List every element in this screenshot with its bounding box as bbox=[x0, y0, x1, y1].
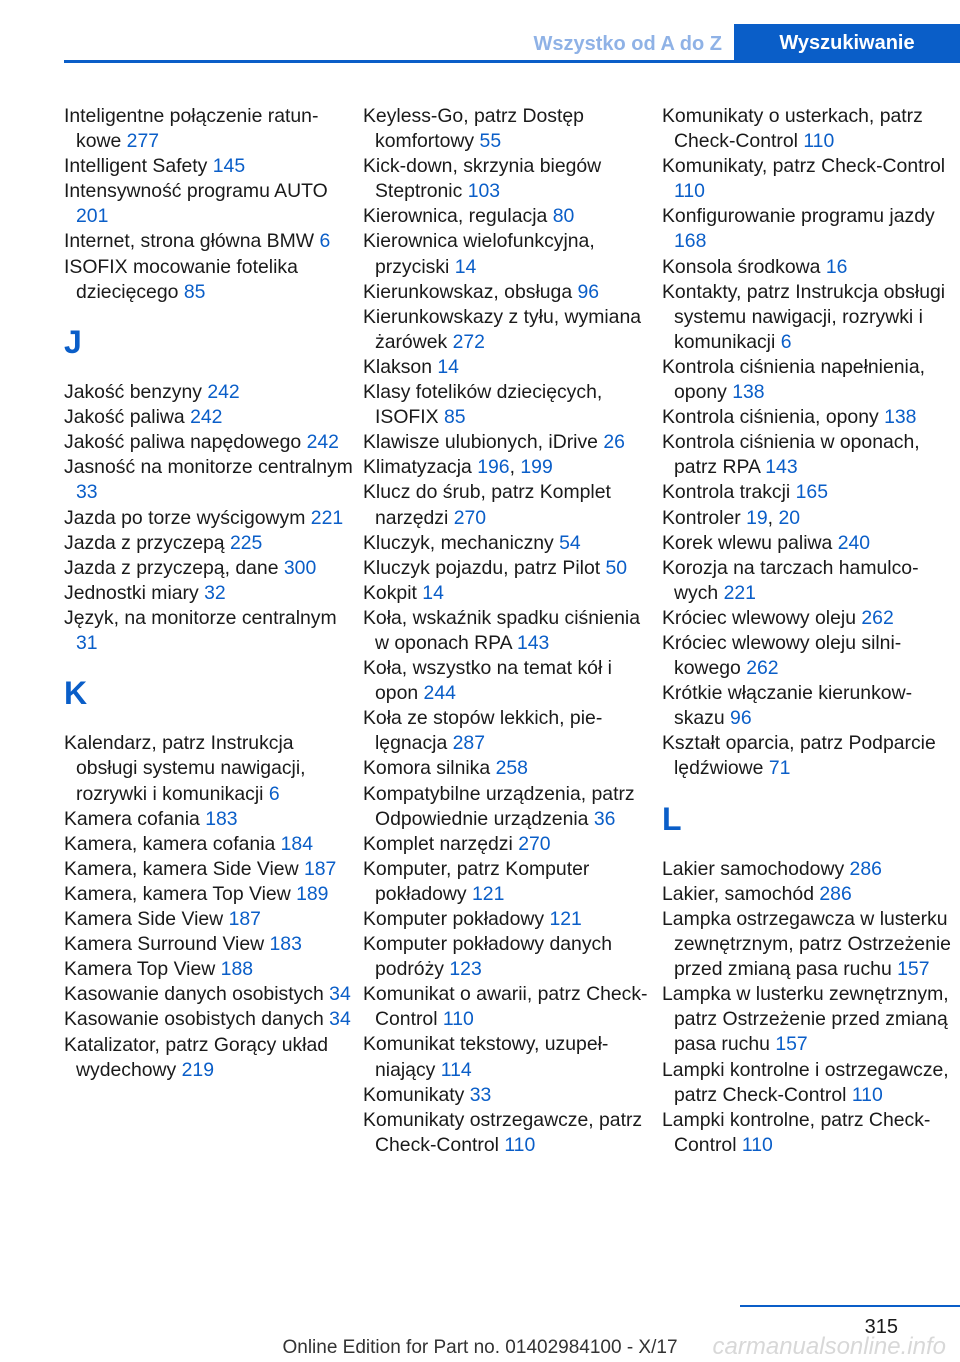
index-entry bbox=[64, 606, 354, 656]
index-entry bbox=[363, 606, 653, 656]
page-reference-link[interactable]: 20 bbox=[778, 506, 801, 529]
index-entry-text: Lampka w lusterku zewnętrznym, patrz Ostrzeżenie przed zmianą pasa ruchu bbox=[662, 983, 949, 1056]
index-entry-text: Kierunkowskaz, obsługa bbox=[363, 280, 573, 303]
page-reference-link[interactable]: 157 bbox=[775, 1033, 808, 1056]
page-reference-link[interactable]: 262 bbox=[861, 606, 894, 629]
index-entry-text: Kamera, kamera cofania bbox=[64, 832, 276, 855]
index-entry bbox=[64, 882, 354, 907]
index-entry-text: Kamera Top View bbox=[64, 958, 216, 981]
index-entry bbox=[363, 1108, 653, 1158]
page-reference-link[interactable]: 34 bbox=[329, 1008, 351, 1031]
index-entry bbox=[64, 229, 354, 254]
index-entry-text: Kick-down, skrzynia biegów Steptronic bbox=[363, 155, 602, 203]
index-entry bbox=[363, 430, 653, 455]
index-entry-text: Kontrola ciśnienia, opony bbox=[662, 406, 879, 429]
index-entry-text: Jednostki miary bbox=[64, 581, 199, 604]
page-reference-link[interactable]: 110 bbox=[674, 180, 705, 203]
index-entry bbox=[662, 1058, 952, 1108]
page-reference-link[interactable]: 262 bbox=[746, 657, 779, 680]
index-entry-text: Kamera cofania bbox=[64, 807, 200, 830]
index-entry-text: Katalizator, patrz Gorący układ wydechowy bbox=[64, 1033, 329, 1081]
index-entry bbox=[662, 882, 952, 907]
index-entry bbox=[363, 280, 653, 305]
index-entry-text: Kamera, kamera Top View bbox=[64, 882, 291, 905]
page-reference-link[interactable]: 16 bbox=[825, 255, 848, 278]
page-reference-link[interactable]: 240 bbox=[837, 531, 871, 554]
index-entry-text: Koła, wskaźnik spadku ciśnienia w oponach RPA bbox=[363, 606, 640, 654]
index-entry-text: Komunikaty o usterkach, patrz Check-Control bbox=[662, 105, 923, 153]
index-entry bbox=[64, 832, 354, 857]
index-column-1 bbox=[64, 104, 354, 1083]
page-reference-link[interactable]: 286 bbox=[819, 882, 852, 905]
page-reference-link[interactable]: 110 bbox=[741, 1133, 773, 1156]
watermark: carmanualsonline.info bbox=[712, 1333, 946, 1360]
index-entry bbox=[363, 782, 653, 832]
index-entry bbox=[64, 907, 354, 932]
page-reference-link[interactable]: 219 bbox=[181, 1058, 214, 1081]
index-entry bbox=[64, 957, 354, 982]
index-entry bbox=[662, 556, 952, 606]
index-entry-text: Kierownica wielofunkcyjna, przyciski bbox=[363, 230, 595, 278]
index-entry-text: Komunikat o awarii, patrz Check-Control bbox=[363, 983, 648, 1031]
index-entry-text: Jazda po torze wyścigowym bbox=[64, 506, 306, 529]
index-entry bbox=[64, 932, 354, 957]
page-reference-link[interactable]: 199 bbox=[520, 456, 553, 479]
page-reference-link[interactable]: 221 bbox=[310, 506, 344, 529]
page-reference-link[interactable]: 19 bbox=[746, 506, 768, 529]
index-entry bbox=[363, 305, 653, 355]
index-entry bbox=[662, 982, 952, 1057]
index-entry-text: Korek wlewu paliwa bbox=[662, 531, 833, 554]
index-entry-text: Komunikat tekstowy, uzupełniający bbox=[363, 1033, 609, 1081]
index-entry-text: Koła, wszystko na temat kół i opon bbox=[363, 657, 612, 705]
footer-rule bbox=[740, 1305, 960, 1307]
page-reference-link[interactable]: 96 bbox=[730, 707, 752, 730]
page-reference-link[interactable]: 14 bbox=[437, 355, 459, 378]
index-entry bbox=[64, 982, 354, 1007]
index-column-3 bbox=[662, 104, 952, 1158]
index-entry bbox=[64, 104, 354, 154]
page-reference-link[interactable]: 6 bbox=[780, 330, 792, 353]
index-entry-text: Kierunkowskazy z tyłu, wymiana żarówek bbox=[363, 305, 642, 353]
index-entry-text: Kierownica, regulacja bbox=[363, 205, 548, 228]
page-reference-link[interactable]: 242 bbox=[306, 431, 339, 454]
index-letter-heading: J bbox=[64, 323, 82, 360]
index-entry-text: Króciec wlewowy oleju silnikowego bbox=[662, 631, 902, 680]
index-entry bbox=[662, 355, 952, 405]
index-entry-text: Konsola środkowa bbox=[662, 255, 821, 278]
page-reference-link[interactable]: 32 bbox=[204, 581, 226, 604]
index-entry-text: Lampka ostrzegawcza w lusterku zewnętrznym, patrz Ostrzeżenie przed zmianą pasa ruchu bbox=[662, 908, 951, 981]
index-entry-text: Kontrola trakcji bbox=[662, 481, 791, 504]
index-entry bbox=[64, 506, 354, 531]
page-reference-link[interactable]: 143 bbox=[765, 456, 798, 479]
index-entry bbox=[64, 405, 354, 430]
index-entry bbox=[662, 255, 952, 280]
index-entry bbox=[64, 380, 354, 405]
index-entry bbox=[662, 731, 952, 781]
index-entry: Klimatyzacja 196, 199 bbox=[363, 456, 553, 479]
page-reference-link[interactable]: 201 bbox=[76, 205, 109, 228]
page-reference-link[interactable]: 114 bbox=[440, 1058, 472, 1081]
page-reference-link[interactable]: 110 bbox=[442, 1008, 474, 1031]
index-entry bbox=[64, 857, 354, 882]
page-reference-link[interactable]: 31 bbox=[76, 631, 98, 654]
index-entry bbox=[64, 179, 354, 229]
index-entry bbox=[363, 857, 653, 907]
page-reference-link[interactable]: 34 bbox=[329, 983, 351, 1006]
page-reference-link[interactable]: 242 bbox=[190, 406, 223, 429]
page-reference-link[interactable]: 225 bbox=[229, 531, 263, 554]
page-reference-link[interactable]: 71 bbox=[768, 757, 791, 780]
index-entry bbox=[662, 430, 952, 480]
page-reference-link[interactable]: 183 bbox=[269, 933, 302, 956]
page-reference-link[interactable]: 300 bbox=[283, 556, 317, 579]
index-entry-text: Jakość benzyny bbox=[64, 381, 202, 404]
page-reference-link[interactable]: 103 bbox=[467, 180, 501, 203]
index-entry-text: Klawisze ulubionych, iDrive bbox=[363, 431, 598, 454]
index-entry bbox=[363, 581, 653, 606]
index-entry bbox=[64, 556, 354, 581]
index-entry-text: Jazda z przyczepą bbox=[64, 531, 225, 554]
index-entry-text: Komputer, patrz Komputer pokładowy bbox=[363, 857, 590, 905]
index-entry: Kontroler 19, 20 bbox=[662, 506, 801, 529]
page-reference-link[interactable]: 85 bbox=[183, 280, 206, 303]
page-reference-link[interactable]: 270 bbox=[518, 832, 551, 855]
index-entry bbox=[662, 480, 952, 505]
index-entry-text: Koła ze stopów lekkich, pielęgnacja bbox=[363, 707, 603, 755]
index-entry bbox=[662, 531, 952, 556]
page-reference-link[interactable]: 187 bbox=[303, 857, 337, 880]
page-reference-link[interactable]: 145 bbox=[212, 155, 246, 178]
index-letter-heading: L bbox=[662, 800, 682, 837]
index-entry-text: Język, na monitorze centralnym bbox=[64, 606, 337, 629]
index-entry-text: Kamera Side View bbox=[64, 908, 224, 931]
page-reference-link[interactable]: 143 bbox=[516, 631, 550, 654]
index-entry bbox=[363, 480, 653, 530]
index-entry-text: Kokpit bbox=[363, 581, 417, 604]
index-entry bbox=[363, 204, 653, 229]
index-column-2 bbox=[363, 104, 653, 1158]
page-reference-link[interactable]: 187 bbox=[228, 908, 261, 931]
page-reference-link[interactable]: 123 bbox=[449, 958, 482, 981]
index-entry bbox=[662, 405, 952, 430]
tab-search-active[interactable]: Wyszukiwanie bbox=[734, 24, 960, 63]
page-reference-link[interactable]: 138 bbox=[884, 406, 917, 429]
index-entry bbox=[363, 380, 653, 430]
page-reference-link[interactable]: 138 bbox=[732, 381, 765, 404]
index-entry bbox=[662, 104, 952, 154]
index-entry-text: Komora silnika bbox=[363, 757, 491, 780]
index-entry bbox=[64, 807, 354, 832]
index-entry-text: Komputer pokładowy danych podróży bbox=[363, 933, 612, 981]
page-reference-link[interactable]: 270 bbox=[453, 506, 487, 529]
page-reference-link[interactable]: 50 bbox=[605, 556, 628, 579]
page-reference-link[interactable]: 242 bbox=[207, 381, 240, 404]
index-entry bbox=[363, 656, 653, 706]
index-entry bbox=[64, 430, 354, 455]
index-entry bbox=[662, 907, 952, 982]
index-entry-text: Kasowanie osobistych danych bbox=[64, 1008, 324, 1031]
index-entry-text: Kompatybilne urządzenia, patrz Odpowiednie urządzenia bbox=[363, 782, 635, 830]
index-entry bbox=[662, 681, 952, 731]
page-reference-link[interactable]: 168 bbox=[674, 230, 707, 253]
index-entry-text: Króciec wlewowy oleju bbox=[662, 606, 856, 629]
index-entry-text: Klasy fotelików dziecięcych, ISOFIX bbox=[363, 381, 603, 429]
index-entry-text: Kontakty, patrz Instrukcja obsługi systemu nawigacji, rozrywki i komunikacji bbox=[662, 280, 946, 353]
index-entry-text: Klucz do śrub, patrz Komplet narzędzi bbox=[363, 481, 611, 529]
index-entry-text: Intensywność programu AUTO bbox=[64, 180, 328, 203]
index-entry-text: Lampki kontrolne i ostrzegawcze, patrz Check-Control bbox=[662, 1058, 949, 1106]
page-reference-link[interactable]: 14 bbox=[422, 581, 444, 604]
page-reference-link[interactable]: 121 bbox=[472, 882, 505, 905]
index-entry-text: Kontrola ciśnienia napełnienia, opony bbox=[662, 355, 926, 404]
index-entry bbox=[64, 154, 354, 179]
index-letter-heading: K bbox=[64, 675, 88, 712]
page-reference-link[interactable]: 272 bbox=[452, 330, 485, 353]
index-entry-text: Kalendarz, patrz Instrukcja obsługi systemu nawigacji, rozrywki i komunikacji bbox=[64, 732, 306, 805]
index-entry bbox=[363, 1032, 653, 1082]
index-entry-text: Lampki kontrolne, patrz Check-Control bbox=[662, 1108, 931, 1156]
index-entry-text: Lakier, samochód bbox=[662, 882, 814, 905]
page-reference-link[interactable]: 55 bbox=[479, 130, 502, 153]
page-reference-link[interactable]: 26 bbox=[603, 431, 625, 454]
index-entry bbox=[363, 832, 653, 857]
index-entry-text: Komunikaty ostrzegawcze, patrz Check-Control bbox=[363, 1108, 643, 1156]
page-reference-link[interactable]: 165 bbox=[795, 481, 828, 504]
index-entry bbox=[363, 556, 653, 581]
page-reference-link[interactable]: 80 bbox=[552, 205, 575, 228]
index-entry bbox=[363, 229, 653, 279]
index-entry bbox=[64, 1033, 354, 1083]
index-entry-text: Komunikaty bbox=[363, 1083, 465, 1106]
index-entry-text: Kształt oparcia, patrz Podparcie lędźwiowe bbox=[662, 732, 936, 780]
page-reference-link[interactable]: 96 bbox=[577, 280, 600, 303]
index-entry-text: Jazda z przyczepą, dane bbox=[64, 556, 279, 579]
page-reference-link[interactable]: 6 bbox=[268, 782, 280, 805]
index-entry-text: Komputer pokładowy bbox=[363, 908, 545, 930]
index-entry bbox=[662, 857, 952, 882]
index-entry bbox=[363, 531, 653, 556]
index-entry-text: Inteligentne połączenie ratunkowe bbox=[64, 105, 319, 153]
index-entry-text: Klimatyzacja bbox=[363, 456, 472, 479]
page-reference-link[interactable]: 277 bbox=[126, 130, 160, 153]
index-entry-text: ISOFIX mocowanie fotelika dziecięcego bbox=[64, 255, 298, 303]
index-entry bbox=[363, 756, 653, 781]
index-entry-text: Jakość paliwa napędowego bbox=[64, 431, 302, 454]
index-entry bbox=[64, 1007, 354, 1032]
index-entry bbox=[662, 204, 952, 254]
index-entry-text: Komplet narzędzi bbox=[363, 832, 513, 855]
page-reference-link[interactable]: 221 bbox=[723, 581, 756, 604]
index-entry bbox=[64, 531, 354, 556]
index-entry bbox=[363, 154, 653, 204]
index-entry bbox=[363, 932, 653, 982]
index-entry bbox=[363, 907, 653, 932]
page-reference-link[interactable]: 33 bbox=[76, 481, 98, 504]
index-entry bbox=[64, 455, 354, 505]
index-entry-text: Jakość paliwa bbox=[64, 406, 185, 429]
page-reference-link[interactable]: 184 bbox=[280, 832, 313, 855]
index-entry-text: Lakier samochodowy bbox=[662, 857, 845, 880]
index-entry bbox=[662, 280, 952, 355]
index-entry-text: Kluczyk pojazdu, patrz Pilot bbox=[363, 556, 601, 579]
index-entry bbox=[64, 731, 354, 806]
page-reference-link[interactable]: 258 bbox=[495, 757, 528, 780]
page-reference-link[interactable]: 33 bbox=[469, 1083, 492, 1106]
index-entry-text: Krótkie włączanie kierunkowskazu bbox=[662, 682, 913, 730]
page-reference-link[interactable]: 110 bbox=[504, 1133, 536, 1156]
index-entry bbox=[662, 1108, 952, 1158]
index-entry bbox=[64, 581, 354, 606]
page-reference-link[interactable]: 188 bbox=[220, 958, 254, 981]
index-entry bbox=[64, 255, 354, 305]
index-entry-text: Konfigurowanie programu jazdy bbox=[662, 205, 935, 228]
page-reference-link[interactable]: 286 bbox=[849, 857, 882, 880]
page-reference-link[interactable]: 196 bbox=[477, 456, 510, 479]
index-entry bbox=[662, 606, 952, 631]
page-reference-link[interactable]: 189 bbox=[296, 882, 329, 905]
page-reference-link[interactable]: 110 bbox=[803, 130, 835, 153]
page-reference-link[interactable]: 85 bbox=[443, 406, 466, 429]
index-entry-text: Komunikaty, patrz Check-Control bbox=[662, 155, 946, 178]
page-reference-link[interactable]: 36 bbox=[593, 807, 616, 830]
page-reference-link[interactable]: 14 bbox=[454, 255, 477, 278]
page-reference-link[interactable]: 54 bbox=[559, 531, 581, 554]
index-entry-text: Kontrola ciśnienia w oponach, patrz RPA bbox=[662, 431, 920, 479]
page-number: 315 bbox=[864, 1316, 898, 1338]
index-entry-text: Keyless-Go, patrz Dostęp komfortowy bbox=[363, 105, 584, 153]
index-entry bbox=[363, 355, 653, 380]
page-reference-link[interactable]: 244 bbox=[423, 682, 456, 705]
index-entry-text: Jasność na monitorze centralnym bbox=[64, 456, 353, 479]
index-entry-text: Intelligent Safety bbox=[64, 155, 208, 178]
page-reference-link[interactable]: 157 bbox=[897, 958, 930, 981]
index-entry-text: Kluczyk, mechaniczny bbox=[363, 531, 554, 554]
index-entry-text: Internet, strona główna BMW bbox=[64, 230, 315, 253]
page-reference-link[interactable]: 110 bbox=[851, 1083, 883, 1106]
index-entry bbox=[363, 706, 653, 756]
index-entry bbox=[662, 154, 952, 204]
index-entry bbox=[363, 104, 653, 154]
index-entry-text: Klakson bbox=[363, 355, 432, 378]
index-entry bbox=[662, 631, 952, 681]
tab-section-a-z[interactable]: Wszystko od A do Z bbox=[533, 33, 722, 55]
index-entry-text: Korozja na tarczach hamulcowych bbox=[662, 556, 919, 604]
page-reference-link[interactable]: 183 bbox=[205, 807, 238, 830]
index-entry-text: Kamera Surround View bbox=[64, 933, 265, 956]
page-reference-link[interactable]: 287 bbox=[452, 732, 485, 755]
index-entry bbox=[363, 1083, 653, 1108]
index-entry-text: Kontroler bbox=[662, 506, 741, 529]
page-reference-link[interactable]: 121 bbox=[549, 908, 582, 930]
edition-footer: Online Edition for Part no. 01402984100 - X/17 bbox=[282, 1337, 678, 1358]
page-reference-link[interactable]: 6 bbox=[319, 230, 331, 253]
index-entry bbox=[363, 982, 653, 1032]
index-entry-text: Kamera, kamera Side View bbox=[64, 857, 299, 880]
index-entry-text: Kasowanie danych osobistych bbox=[64, 983, 324, 1006]
